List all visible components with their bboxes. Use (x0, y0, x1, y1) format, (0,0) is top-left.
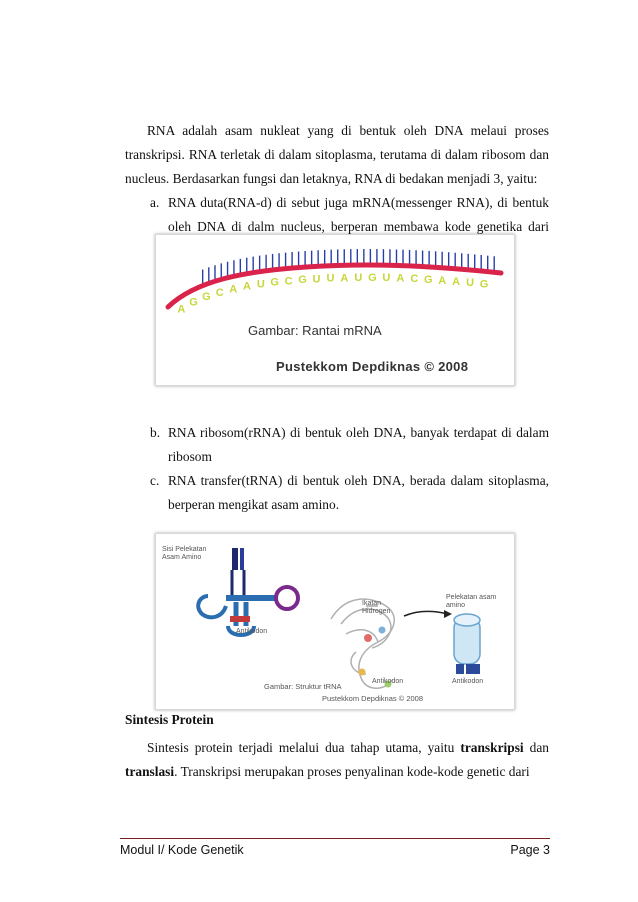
figure2-credit: Pustekkom Depdiknas © 2008 (322, 694, 423, 703)
mrna-base: G (479, 278, 489, 291)
rna-list-part2 (150, 421, 549, 517)
list-item-b (150, 421, 549, 469)
mrna-base: U (312, 273, 321, 286)
intro-text: RNA adalah asam nukleat yang di bentuk oleh DNA melaui proses transkripsi. RNA terletak di dalam sitoplasma, terutama di dalam ribosom dan nucleus. Berdasarkan fungsi dan letaknya, RNA di bedakan menjadi 3, yaitu: (125, 123, 549, 186)
mrna-base: G (423, 273, 433, 286)
mrna-base: U (326, 272, 335, 285)
list-marker: a. (150, 195, 160, 210)
figure1-credit: Pustekkom Depdiknas © 2008 (276, 359, 469, 374)
mrna-base: C (410, 273, 419, 286)
section-heading: Sintesis Protein (125, 712, 214, 727)
label-amino-attach: Pelekatan asam amino (446, 594, 497, 609)
list-marker: b. (150, 425, 161, 440)
mrna-figure (155, 234, 515, 386)
section-text (125, 736, 549, 784)
text-segment: Sintesis protein terjadi melalui dua tahap utama, yaitu (147, 740, 461, 755)
mrna-base: G (202, 291, 211, 304)
mrna-base: A (243, 280, 251, 293)
label-anticodon-right: Antikodon (452, 678, 484, 685)
label-amino-site: Sisi Pelekatan Asam Amino (162, 546, 207, 561)
mrna-base: A (396, 272, 405, 285)
list-text: RNA ribosom(rRNA) di bentuk oleh DNA, banyak terdapat di dalam ribosom (168, 425, 549, 464)
mrna-base: A (340, 272, 349, 285)
mrna-base: A (452, 275, 461, 288)
footer-page-number: Page 3 (510, 843, 550, 857)
trna-cylinder-model (454, 614, 480, 674)
label-hydrogen-bond: Ikatan Hidrogen (362, 600, 391, 615)
list-item-c (150, 469, 549, 517)
section-paragraph (125, 736, 549, 784)
label-anticodon-left: Antikodon (236, 628, 268, 635)
text-segment: dan (523, 740, 549, 755)
mrna-base: C (284, 275, 293, 288)
term-transkripsi: transkripsi (460, 740, 524, 755)
mrna-base: C (215, 286, 224, 299)
trna-figure (155, 533, 515, 710)
mrna-base: G (368, 272, 377, 285)
list-marker: c. (150, 473, 160, 488)
mrna-base: G (270, 276, 279, 289)
mrna-base: A (229, 283, 238, 296)
label-anticodon-mid: Antikodon (372, 678, 404, 685)
figure1-caption: Gambar: Rantai mRNA (248, 323, 382, 338)
list-text: RNA duta(RNA-d) di sebut juga mRNA(messenger RNA), di bentuk oleh DNA di dalm nucleus, berperan membawa kode genetika dari (168, 195, 549, 234)
list-text: RNA transfer(tRNA) di bentuk oleh DNA, berada dalam sitoplasma, berperan mengikat asam amino. (168, 473, 549, 512)
intro-paragraph (125, 119, 549, 191)
mrna-base: U (354, 272, 363, 285)
mrna-base: G (189, 296, 198, 309)
mrna-base: U (256, 278, 265, 291)
figure2-caption: Gambar: Struktur tRNA (264, 682, 342, 691)
mrna-base: U (382, 272, 391, 285)
mrna-base: G (298, 274, 307, 287)
mrna-base: A (177, 303, 186, 316)
mrna-base: A (438, 274, 447, 287)
term-translasi: translasi (125, 764, 175, 779)
text-segment: . Transkripsi merupakan proses penyalinan kode-kode genetic dari (174, 764, 530, 779)
mrna-base: U (466, 276, 475, 289)
footer-module: Modul I/ Kode Genetik (120, 843, 244, 857)
page-footer (120, 838, 550, 857)
